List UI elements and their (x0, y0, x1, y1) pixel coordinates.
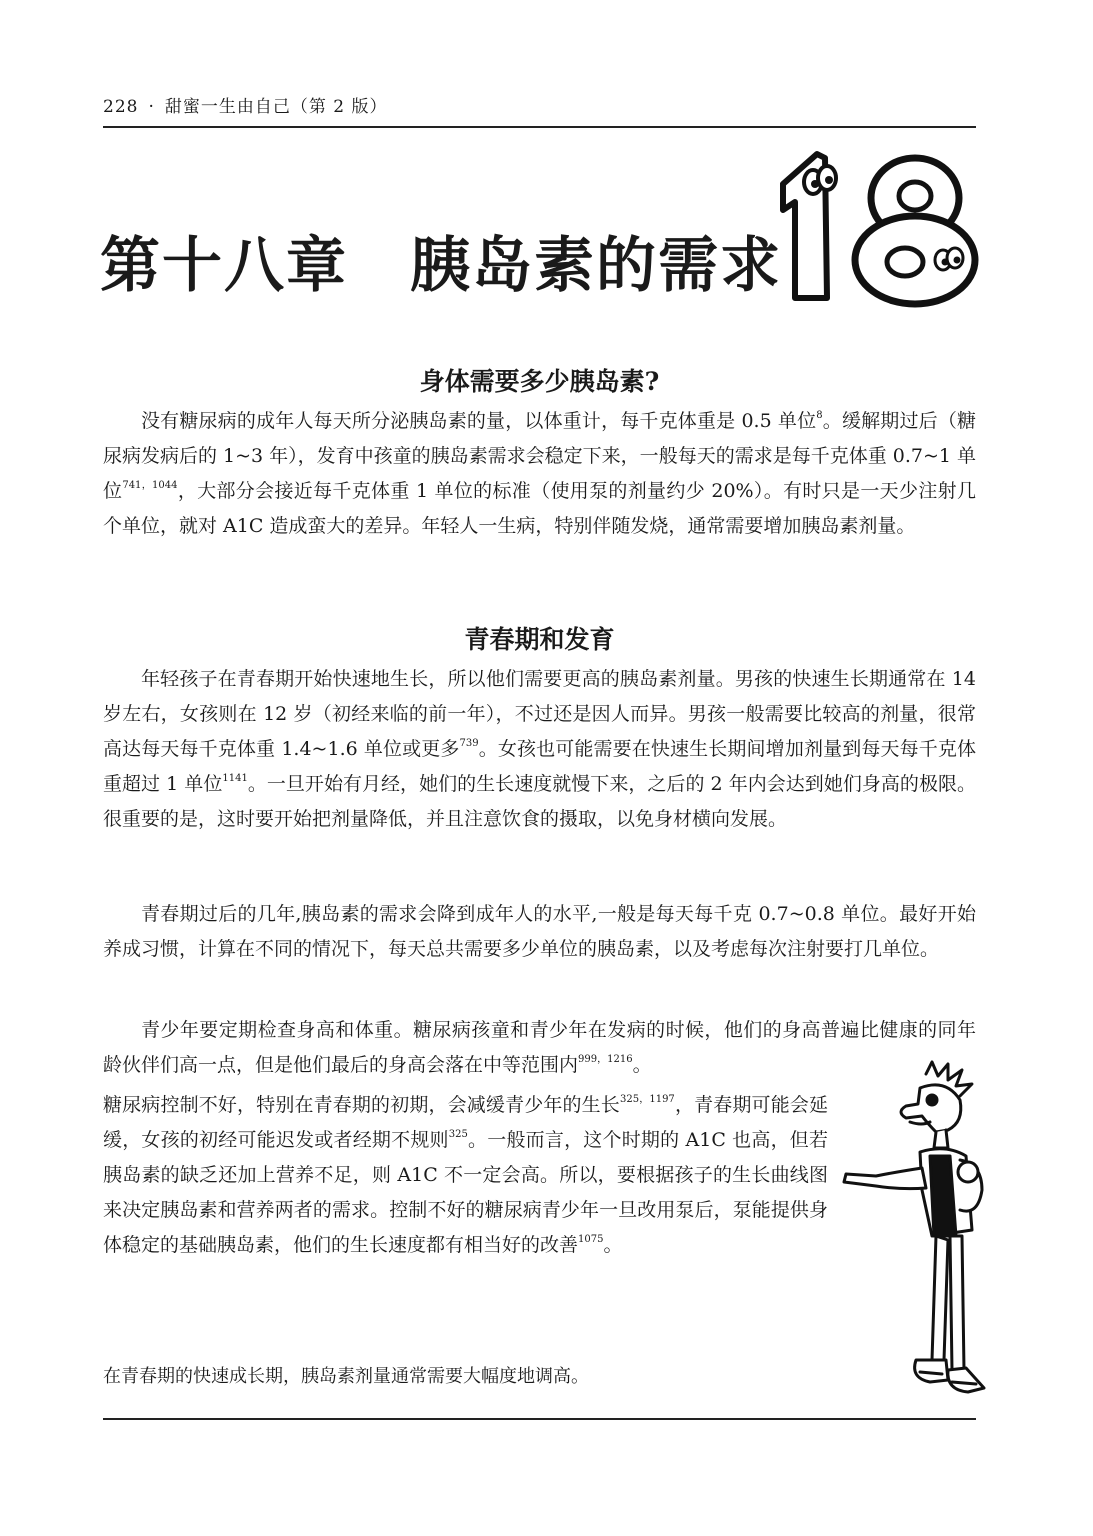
chapter-number-graphic (765, 148, 985, 308)
section-heading-puberty: 青春期和发育 (464, 625, 615, 654)
citation: 1075 (578, 1234, 604, 1245)
footer-rule (103, 1418, 976, 1420)
running-header (103, 92, 387, 117)
header-separator: · (148, 97, 155, 117)
paragraph-after-puberty: 青春期过后的几年,胰岛素的需求会降到成年人的水平,一般是每天每千克 0.7~0.8 单位。最好开始养成习惯，计算在不同的情况下，每天总共需要多少单位的胰岛素，以及考虑每次注射要打几单位。 (103, 903, 976, 960)
paragraph-insulin-amount: 没有糖尿病的成年人每天所分泌胰岛素的量，以体重计，每千克体重是 0.5 单位$^8$。缓解期过后（糖尿病发病后的 1~3 年），发育中孩童的胰岛素需求会稳定下来，一般每天的需求是每千克体重 0.7~1 单位$^{741,1044}$，大部分会接近每千克体重 1 单位的标准（使用泵的剂量约少 20%）。有时只是一天少注射几个单位，就对 A1C 造成蛮大的差异。年轻人一生病，特别伴随发烧，通常需要增加胰岛素剂量。 (103, 410, 976, 537)
paragraph-puberty-growth: 年轻孩子在青春期开始快速地生长，所以他们需要更高的胰岛素剂量。男孩的快速生长期通常在 14 岁左右，女孩则在 12 岁（初经来临的前一年），不过还是因人而异。男孩一般需要比较高的剂量，很常高达每天每千克体重 1.4~1.6 单位或更多$^{739}$。女孩也可能需要在快速生长期间增加剂量到每天每千克体重超过 1 单位$^{1141}$。一旦开始有月经，她们的生长速度就慢下来，之后的 2 年内会达到她们身高的极限。很重要的是，这时要开始把剂量降低，并且注意饮食的摄取，以免身材横向发展。 (103, 668, 977, 830)
citation: 8 (816, 410, 823, 421)
citation: 741，1044 (122, 480, 178, 491)
cartoon-boy-illustration (836, 1060, 986, 1420)
paragraph-poor-control: 糖尿病控制不好，特别在青春期的初期，会减缓青少年的生长$^{325,1197}$，青春期可能会延缓，女孩的初经可能迟发或者经期不规则$^{325}$。一般而言，这个时期的 A1C 也高，但若胰岛素的缺乏还加上营养不足，则 A1C 不一定会高。所以，要根据孩子的生长曲线图来决定胰岛素和营养两者的需求。控制不好的糖尿病青少年一旦改用泵后，泵能提供身体稳定的基础胰岛素，他们的生长速度都有相当好的改善$^{1075}$。 (103, 1094, 828, 1256)
citation: 999，1216 (578, 1054, 633, 1065)
citation: 325，1197 (619, 1094, 675, 1105)
figure-caption: 在青春期的快速成长期，胰岛素剂量通常需要大幅度地调高。 (103, 1366, 589, 1387)
page-number: 228 (103, 97, 139, 117)
paragraph-height-check: 青少年要定期检查身高和体重。糖尿病孩童和青少年在发病的时候，他们的身高普遍比健康的同年龄伙伴们高一点，但是他们最后的身高会落在中等范围内$^{999,1216}$。 (103, 1019, 976, 1076)
header-rule (103, 126, 976, 128)
chapter-title: 第十八章 胰岛素的需求 (100, 231, 782, 301)
book-title: 甜蜜一生由自己（第 2 版） (164, 97, 388, 117)
citation: 325 (448, 1129, 468, 1140)
citation: 1141 (222, 773, 248, 784)
citation: 739 (459, 738, 479, 749)
section-heading-insulin-amount: 身体需要多少胰岛素? (419, 367, 660, 396)
